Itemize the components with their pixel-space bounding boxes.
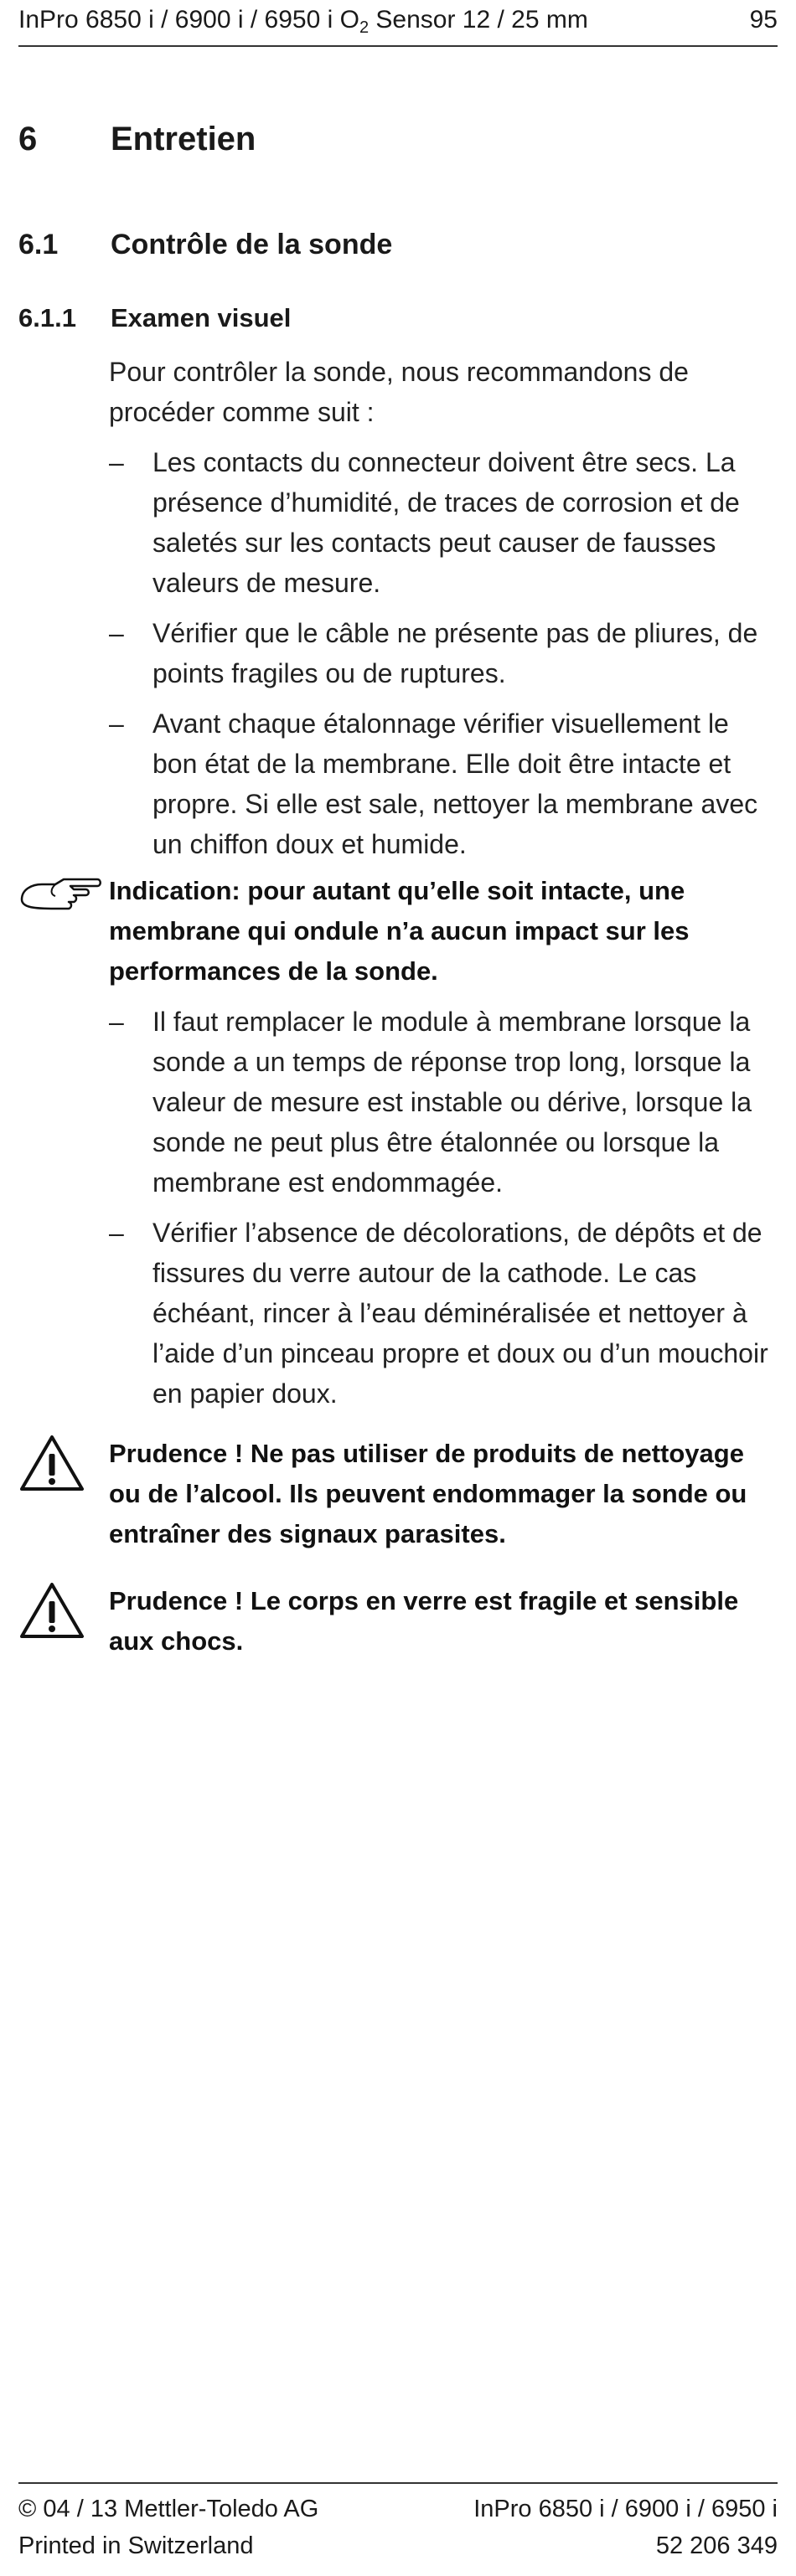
caution-glass-note: Prudence ! Le corps en verre est fragile et sensible aux chocs.: [109, 1586, 739, 1656]
page-number: 95: [749, 6, 778, 33]
footer-left: [18, 2491, 318, 2564]
header-title: InPro 6850 i / 6900 i / 6950 i $O_2$ Sensor 12 / 25 mm: [18, 6, 588, 37]
section-title: Contrôle de la sonde: [111, 229, 393, 260]
caution-cleaning-note: Prudence ! Ne pas utiliser de produits de nettoyage ou de l’alcool. Ils peuvent endommager la sonde ou entraîner des signaux parasites.: [109, 1439, 747, 1548]
page-header: [18, 0, 778, 47]
list-item: – Il faut remplacer le module à membrane lorsque la sonde a un temps de réponse trop long, lorsque la valeur de mesure est instable ou dérive, lorsque la sonde ne peut plus être étalonnée ou lorsque la membrane est endommagée.: [109, 1002, 779, 1203]
copyright: © 04 / 13 Mettler-Toledo AG: [18, 2496, 319, 2522]
indication-note: Indication: pour autant qu’elle soit intacte, une membrane qui ondule n’a aucun impact sur les performances de la sonde.: [109, 876, 690, 986]
warning-icon: [18, 1434, 85, 1497]
section-heading: [18, 224, 392, 265]
document-code: 52 206 349: [655, 2532, 778, 2559]
warning-icon: [18, 1581, 85, 1644]
chapter-title: Entretien: [111, 121, 256, 157]
page-footer: [18, 2482, 778, 2559]
list-item: – Vérifier l’absence de décolorations, de dépôts et de fissures du verre autour de la cathode. Le cas échéant, rincer à l’eau déminéralisée et nettoyer à l’aide d’un pinceau propre et doux ou d’un mouchoir en papier doux.: [109, 1213, 779, 1414]
list-dash: –: [109, 708, 124, 739]
chapter-heading: [18, 116, 256, 162]
list-item: – Avant chaque étalonnage vérifier visuellement le bon état de la membrane. Elle doit être intacte et propre. Si elle est sale, nettoyer la membrane avec un chiffon doux et humide.: [109, 703, 779, 864]
section-number: 6.1: [18, 229, 59, 260]
product-name: InPro 6850 i / 6900 i / 6950 i: [473, 2496, 778, 2522]
maintenance-list: [109, 1002, 779, 1424]
subsection-title: Examen visuel: [111, 303, 292, 332]
footer-right: [473, 2491, 778, 2564]
intro-paragraph: Pour contrôler la sonde, nous recommandons de procéder comme suit :: [109, 357, 689, 427]
list-dash: –: [109, 618, 124, 648]
chapter-number: 6: [18, 121, 38, 157]
list-item: – Les contacts du connecteur doivent être secs. La présence d’humidité, de traces de corrosion et de saletés sur les contacts peut causer de fausses valeurs de mesure.: [109, 442, 779, 603]
pointing-hand-icon: [18, 874, 102, 920]
list-dash: –: [109, 1218, 124, 1248]
list-item: – Vérifier que le câble ne présente pas de pliures, de points fragiles ou de ruptures.: [109, 613, 779, 693]
subsection-number: 6.1.1: [18, 303, 76, 332]
list-dash: –: [109, 447, 124, 477]
inspection-list: [109, 442, 779, 874]
list-dash: –: [109, 1007, 124, 1037]
subsection-heading: [18, 300, 291, 337]
printed-in: Printed in Switzerland: [18, 2532, 254, 2559]
